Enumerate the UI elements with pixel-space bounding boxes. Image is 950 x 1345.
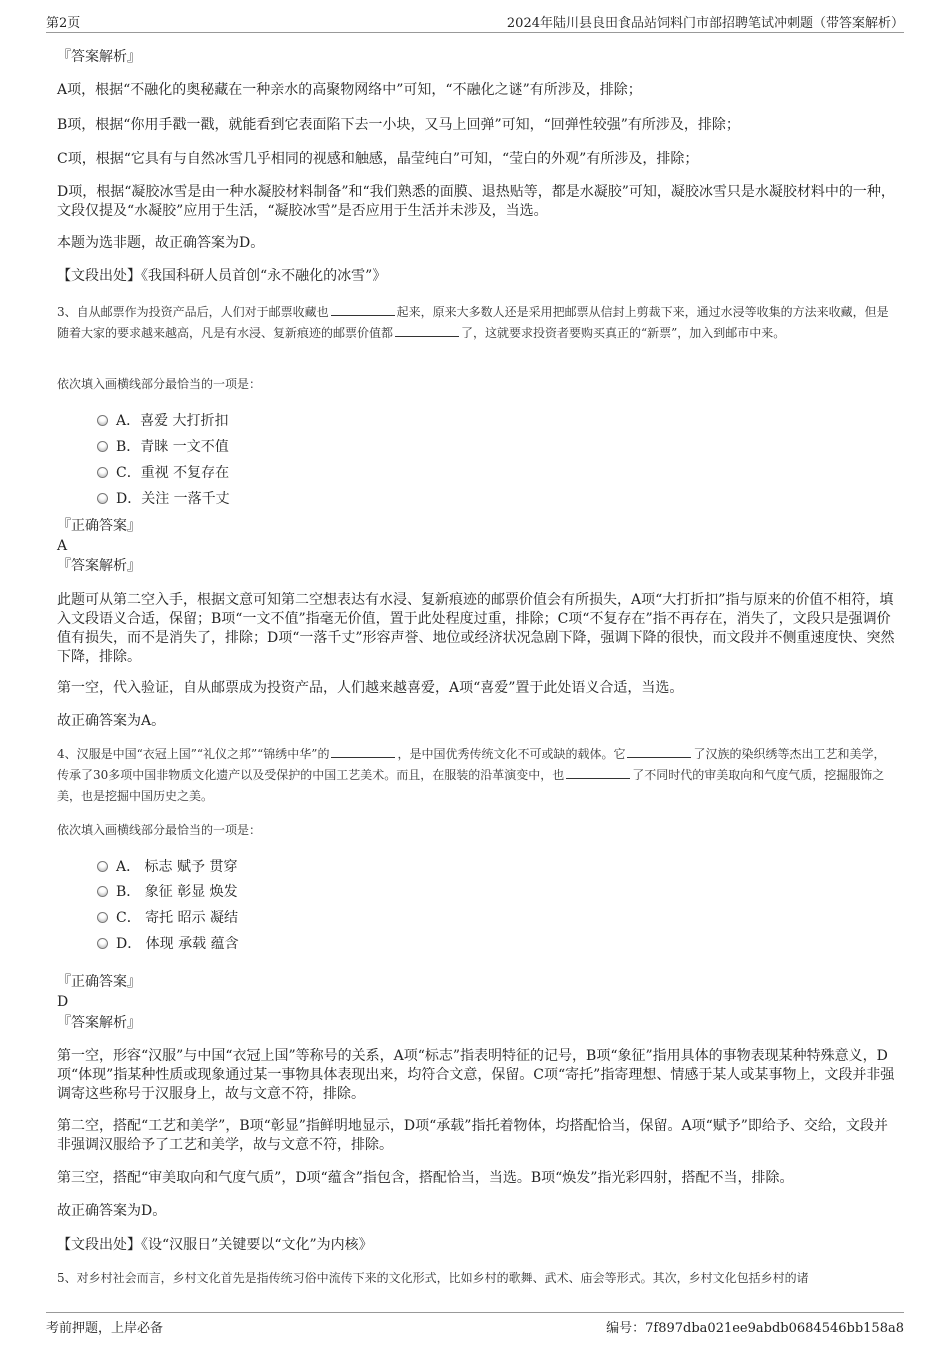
q4-analysis-label: 『答案解析』 [57,1015,141,1031]
q4-option-c[interactable]: C． 寄托 昭示 凝结 [97,909,238,927]
q3-analysis-label: 『答案解析』 [57,558,141,574]
document-title: 2024年陆川县良田食品站饲料门市部招聘笔试冲刺题（带答案解析） [506,16,904,31]
q4-analysis-p2: 第二空，搭配“工艺和美学”，B项“彰显”指鲜明地显示，D项“承载”指托着物体，均搭配恰当，保留。A项“赋予”即给予、交给，文段并非强调汉服给予了工艺和美学，故与文意不符，排除。 [57,1118,888,1153]
q2-source: 【文段出处】《我国科研人员首创“永不融化的冰雪”》 [57,268,387,284]
q3-conclusion: 故正确答案为A。 [57,713,166,729]
q3-option-d[interactable]: D．关注 一落千丈 [97,490,230,508]
q3-analysis-p1: 此题可从第二空入手，根据文意可知第二空想表达有水浸、复新痕迹的邮票价值会有所损失，A项“大打折扣”指与原来的价值不相符，填入文段语义合适，保留；B项“一文不值”指毫无价值，置于此处程度过重，排除；C项“不复存在”指不再存在，消失了，文段只是强调价值有损失，而不是消失了，排除；D项“一落千丈”形容声誉、地位或经济状况急剧下降，强调下降的很快，而文段并不侧重速度快、突然下降，排除。 [57,592,895,665]
q3-stem: 3、自从邮票作为投资产品后，人们对于邮票收藏也 起来，原来大多数人还是采用把邮票从信封上剪裁下来，通过水浸等收集的方法来收藏，但是随着大家的要求越来越高，凡是有水浸、复新痕迹的邮票价值都 了，这就要求投资者要购买真正的“新票”，加入到邮市中来。 [57,305,889,340]
q5-stem: 5、对乡村社会而言，乡村文化首先是指传统习俗中流传下来的文化形式，比如乡村的歌舞、武术、庙会等形式。其次，乡村文化包括乡村的诸 [57,1271,809,1285]
page-header [46,10,904,33]
blank-line [566,767,630,779]
q3-answer: A [57,538,68,554]
q3-option-c[interactable]: C．重视 不复存在 [97,464,229,482]
q2-analysis-a: A项，根据“不融化的奥秘藏在一种亲水的高聚物网络中”可知，“不融化之谜”有所涉及，排除； [57,82,642,98]
q4-source: 【文段出处】《设“汉服日”关键要以“文化”为内核》 [57,1237,373,1253]
q2-analysis-c: C项，根据“它具有与自然冰雪几乎相同的视感和触感，晶莹纯白”可知，“莹白的外观”有所涉及，排除； [57,151,699,167]
q4-conclusion: 故正确答案为D。 [57,1203,167,1219]
q2-analysis-b: B项，根据“你用手戳一戳，就能看到它表面陷下去一小块，又马上回弹”可知，“回弹性较强”有所涉及，排除； [57,117,740,133]
q3-analysis-p2: 第一空，代入验证，自从邮票成为投资产品，人们越来越喜爱，A项“喜爱”置于此处语义合适，当选。 [57,680,684,696]
q2-analysis-label: 『答案解析』 [57,49,141,65]
document-id: 编号：7f897dba021ee9abdb0684546bb158a8 [606,1321,904,1336]
blank-line [331,304,395,316]
radio-icon[interactable] [97,886,108,897]
q2-analysis-d: D项，根据“凝胶冰雪是由一种水凝胶材料制备”和“我们熟悉的面膜、退热贴等，都是水凝胶”可知，凝胶冰雪只是水凝胶材料中的一种，文段仅提及“水凝胶”应用于生活，“凝胶冰雪”是否应用于生活并未涉及，当选。 [57,184,895,219]
q3-option-a[interactable]: A．喜爱 大打折扣 [97,412,229,430]
radio-icon[interactable] [97,861,108,872]
q4-answer-label: 『正确答案』 [57,974,141,990]
q3-answer-label: 『正确答案』 [57,518,141,534]
q3-option-b[interactable]: B．青睐 一文不值 [97,438,229,456]
page-footer [46,1312,904,1335]
radio-icon[interactable] [97,467,108,478]
radio-icon[interactable] [97,415,108,426]
footer-slogan: 考前押题，上岸必备 [46,1321,164,1336]
q4-prompt: 依次填入画横线部分最恰当的一项是： [57,823,262,837]
q4-option-b[interactable]: B． 象征 彰显 焕发 [97,883,238,901]
q4-answer: D [57,994,69,1010]
radio-icon[interactable] [97,493,108,504]
blank-line [331,746,395,758]
radio-icon[interactable] [97,938,108,949]
q3-prompt: 依次填入画横线部分最恰当的一项是： [57,377,262,391]
q4-option-a[interactable]: A． 标志 赋予 贯穿 [97,858,237,876]
q4-analysis-p3: 第三空，搭配“审美取向和气度气质”，D项“蕴含”指包含，搭配恰当，当选。B项“焕发”指光彩四射，搭配不当，排除。 [57,1170,794,1186]
q4-option-d[interactable]: D． 体现 承载 蕴含 [97,935,239,953]
radio-icon[interactable] [97,912,108,923]
q4-stem: 4、汉服是中国“衣冠上国”“礼仪之邦”“锦绣中华”的 ，是中国优秀传统文化不可或缺的载体。它 了汉族的染织绣等杰出工艺和美学，传承了30多项中国非物质文化遗产以及受保护的中国工艺美术。而且，在服装的沿革演变中，也 了不同时代的审美取向和气度气质，挖掘服饰之美，也是挖掘中国历史之美。 [57,747,886,803]
q2-conclusion: 本题为选非题，故正确答案为D。 [57,235,265,251]
page-number: 第2页 [46,16,81,31]
q4-analysis-p1: 第一空，形容“汉服”与中国“衣冠上国”等称号的关系，A项“标志”指表明特征的记号，B项“象征”指用具体的事物表现某种特殊意义，D项“体现”指某种性质或现象通过某一事物具体表现出来，均符合文意，保留。C项“寄托”指寄理想、情感于某人或某事物上，文段并非强调寄这些称号于汉服身上，故与文意不符，排除。 [57,1048,895,1102]
radio-icon[interactable] [97,441,108,452]
blank-line [395,325,459,337]
blank-line [627,746,691,758]
